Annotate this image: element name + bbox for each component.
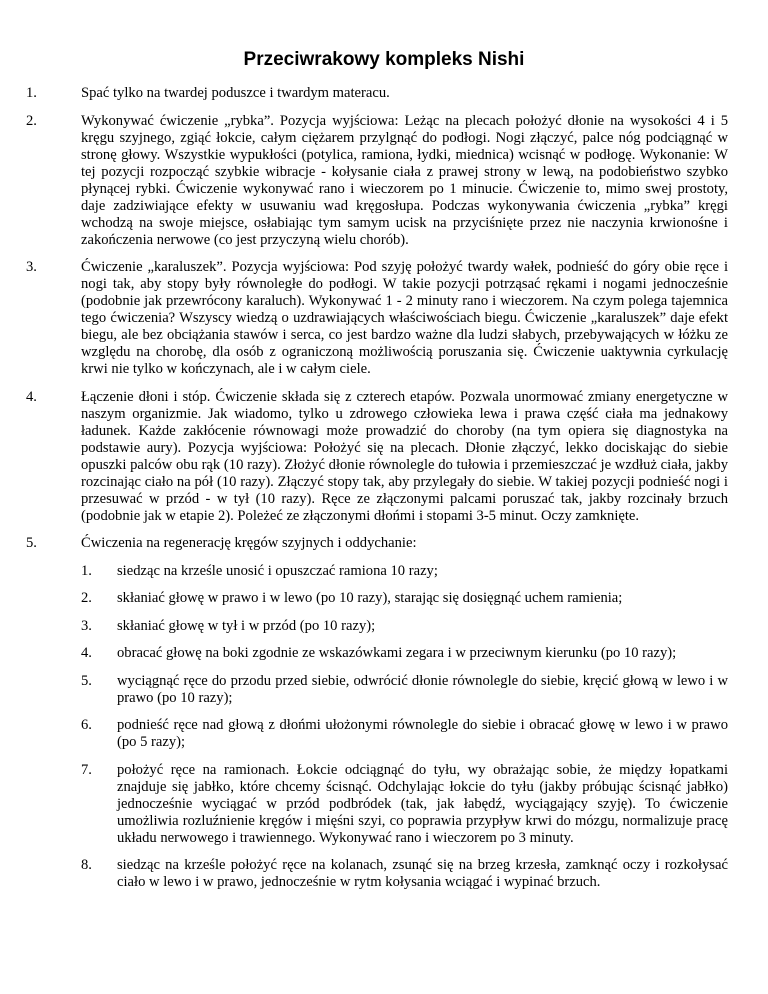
sublist-item-2 <box>81 590 728 607</box>
sublist-item-text: skłaniać głowę w tył i w przód (po 10 razy); <box>117 617 376 634</box>
list-item-text: Wykonywać ćwiczenie „rybka”. Pozycja wyjściowa: Leżąc na plecach położyć dłonie na wysokości 4 i 5 kręgu szyjnego, zgiąć łokcie, całym ciężarem przylgnąć do podłogi. Nogi złączyć, palce nóg podciągnąć w stronę głowy. Wszystkie wypukłości (potylica, ramiona, łydki, miednica) wcisnąć w podłogę. Wykonanie: W tej pozycji rozpocząć szybkie wibracje - kołysanie ciała z prawej strony w lewą, na podobieństwo szybko płynącej rybki. Ćwiczenie wykonywać rano i wieczorem po 1 minucie. Ćwiczenie to, mimo swej prostoty, daje zadziwiające efekty w usuwaniu wad kręgosłupa. Podczas wykonywania ćwiczenia „rybka” kręgi wchodzą na swoje miejsce, osłabiając tym samym ucisk na przyciśnięte przez nie naczynia krwionośne i zakończenia nerwowe (co jest przyczyną wielu chorób). <box>81 112 728 248</box>
list-item-text: Ćwiczenie „karaluszek”. Pozycja wyjściowa: Pod szyję położyć twardy wałek, podnieść do góry obie ręce i nogi tak, aby stopy były równoległe do podłogi. W takie pozycji potrząsać rękami i nogami jednocześnie (podobnie jak przewrócony karaluch). Wykonywać 1 - 2 minuty rano i wieczorem. Na czym polega tajemnica tego ćwiczenia? Wszyscy wiedzą o uzdrawiających właściwościach biegu. Ćwiczenie „karaluszek” daje efekt biegu, ale bez obciążania stawów i serca, co jest bardzo ważne dla ludzi słabych, przebywających w łóżku ze względu na chorobę, dla osób z ograniczoną możliwością poruszania się. Ćwiczenie uaktywnia cyrkulację krwi nie tylko w kończynach, ale i w całym ciele. <box>81 259 728 377</box>
list-item-text: Ćwiczenia na regenerację kręgów szyjnych i oddychanie: <box>81 535 417 551</box>
sublist-item-text: wyciągnąć ręce do przodu przed siebie, odwrócić dłonie równolegle do siebie, kręcić głową w lewo i w prawo (po 10 razy); <box>117 672 728 706</box>
sublist-item-7 <box>81 761 728 847</box>
sublist-item-number: 6. <box>81 717 92 733</box>
sublist-item-1 <box>81 562 728 580</box>
sublist-item-number: 1. <box>81 562 92 579</box>
sublist-item-number: 2. <box>81 590 92 606</box>
list-item-5 <box>26 535 728 552</box>
list-item-number: 3. <box>26 259 37 275</box>
list-item-3 <box>26 259 728 378</box>
sublist-item-3 <box>81 617 728 635</box>
sublist-item-number: 5. <box>81 672 92 689</box>
list-item-text: Łączenie dłoni i stóp. Ćwiczenie składa się z czterech etapów. Pozwala unormować zmiany energetyczne w naszym organizmie. Jak wiadomo, tylko u zdrowego człowieka lewa i prawa część ciała ma jednakowy ładunek. Każde zakłócenie równowagi może prowadzić do choroby (na tym opiera się diagnostyka na podstawie aury). Pozycja wyjściowa: Położyć się na plecach. Dłonie złączyć, lekko dociskając do siebie opuszki palców obu rąk (10 razy). Złożyć dłonie równolegle do tułowia i przemieszczać je wzdłuż ciała, jakby rozcinając ciało na pół (10 razy). Złączyć stopy tak, aby przylegały do siebie. W takiej pozycji podnieść nogi i przesuwać w przód - w tył (10 razy). Ręce ze złączonymi palcami poruszać tak, jakby rozcinały brzuch (podobnie jak w etapie 2). Poleżeć ze złączonymi dłońmi i stopami 3-5 minut. Oczy zamknięte. <box>81 388 728 524</box>
sublist-item-text: siedząc na krześle położyć ręce na kolanach, zsunąć się na brzeg krzesła, zamknąć oczy i rozkołysać ciało w lewo i w prawo, jednocześnie w rytm kołysania wciągać i wypinać brzuch. <box>117 857 728 890</box>
list-item-number: 5. <box>26 535 37 551</box>
list-item-number: 4. <box>26 388 37 405</box>
list-item-2 <box>26 112 728 249</box>
sublist-item-text: skłaniać głowę w prawo i w lewo (po 10 razy), starając się dosięgnąć uchem ramienia; <box>117 590 623 606</box>
page-title: Przeciwrakowy kompleks Nishi <box>243 49 525 70</box>
list-item-number: 2. <box>26 112 37 129</box>
list-item-1 <box>26 85 728 102</box>
sublist-item-text: siedząc na krześle unosić i opuszczać ramiona 10 razy; <box>117 562 438 579</box>
sublist-item-number: 7. <box>81 761 92 778</box>
sublist-item-6 <box>81 717 728 751</box>
document-body <box>0 85 768 902</box>
list-item-text: Spać tylko na twardej poduszce i twardym materacu. <box>81 85 390 101</box>
sublist-item-8 <box>81 857 728 891</box>
sublist-item-text: podnieść ręce nad głową z dłońmi ułożonymi równolegle do siebie i obracać głowę w lewo i w prawo (po 5 razy); <box>117 717 728 750</box>
sublist-item-number: 3. <box>81 617 92 634</box>
list-item-4 <box>26 388 728 525</box>
sublist-item-number: 4. <box>81 645 92 661</box>
sublist-item-5 <box>81 672 728 707</box>
list-item-number: 1. <box>26 85 37 101</box>
sublist-item-text: obracać głowę na boki zgodnie ze wskazówkami zegara i w przeciwnym kierunku (po 10 razy); <box>117 645 677 661</box>
sublist-item-4 <box>81 645 728 662</box>
sublist-item-number: 8. <box>81 857 92 873</box>
sublist-item-text: położyć ręce na ramionach. Łokcie odciągnąć do tyłu, wy obrażając sobie, że między łopatkami znajduje się jabłko, które chcemy ścisnąć. Odchylając łokcie do tyłu (jakby próbując ścisnąć jabłko) jednocześnie wyciągać w przód podbródek (tak, jak łabędź, wyciągający szyję). To ćwiczenie umożliwia rozluźnienie kręgów i mięśni szyi, co poprawia przypływ krwi do mózgu, normalizuje pracę układu nerwowego i trawiennego. Wykonywać rano i wieczorem po 3 minuty. <box>117 761 728 846</box>
